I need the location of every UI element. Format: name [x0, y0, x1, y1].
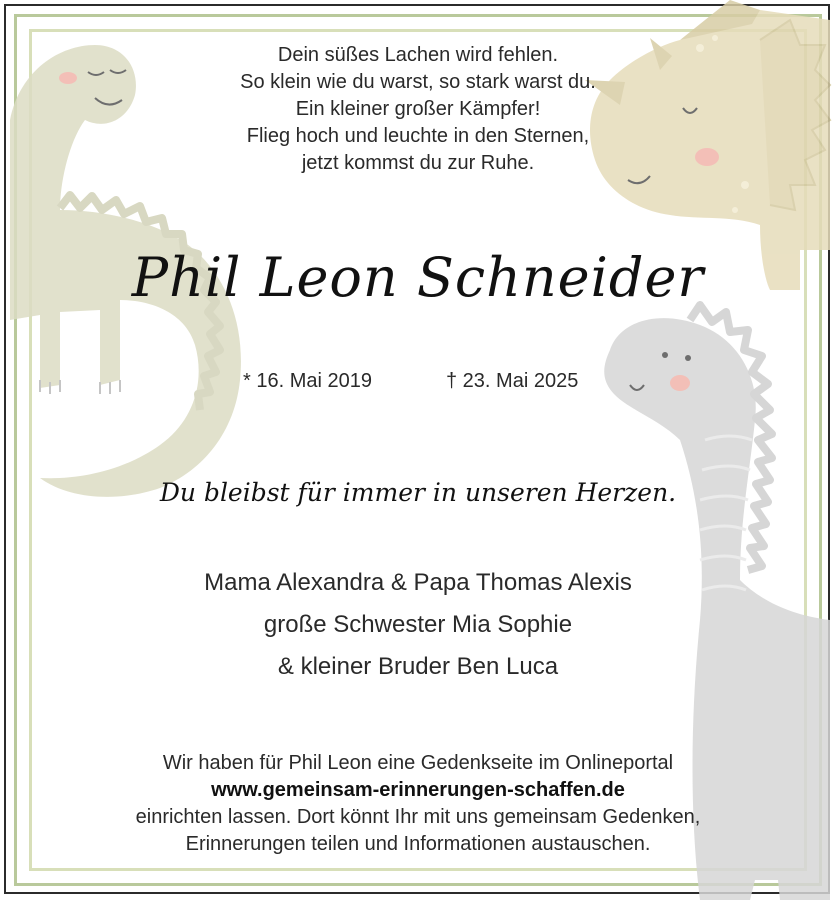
memorial-url-link[interactable]: www.gemeinsam-erinnerungen-schaffen.de: [211, 779, 625, 801]
birth-date: * 16. Mai 2019: [243, 370, 372, 392]
family-line: Mama Alexandra & Papa Thomas Alexis: [204, 569, 632, 596]
footer-line: einrichten lassen. Dort könnt Ihr mit uns gemeinsam Gedenken,: [135, 806, 701, 828]
poem-line: So klein wie du warst, so stark warst du.: [240, 71, 596, 93]
footer-line: Wir haben für Phil Leon eine Gedenkseite im Onlineportal: [162, 752, 674, 774]
family-line: große Schwester Mia Sophie: [263, 611, 573, 638]
poem-line: Dein süßes Lachen wird fehlen.: [277, 44, 559, 66]
poem-line: jetzt kommst du zur Ruhe.: [301, 152, 535, 174]
family-line: & kleiner Bruder Ben Luca: [277, 653, 559, 680]
memorial-footer: [0, 750, 836, 858]
footer-line: Erinnerungen teilen und Informationen austauschen.: [185, 833, 651, 855]
poem: [0, 42, 836, 177]
family-list: [0, 562, 836, 688]
poem-line: Ein kleiner großer Kämpfer!: [295, 98, 541, 120]
deceased-name: Phil Leon Schneider: [131, 246, 705, 309]
poem-line: Flieg hoch und leuchte in den Sternen,: [246, 125, 590, 147]
death-date: † 23. Mai 2025: [446, 370, 579, 392]
motto: Du bleibst für immer in unseren Herzen.: [159, 478, 677, 507]
